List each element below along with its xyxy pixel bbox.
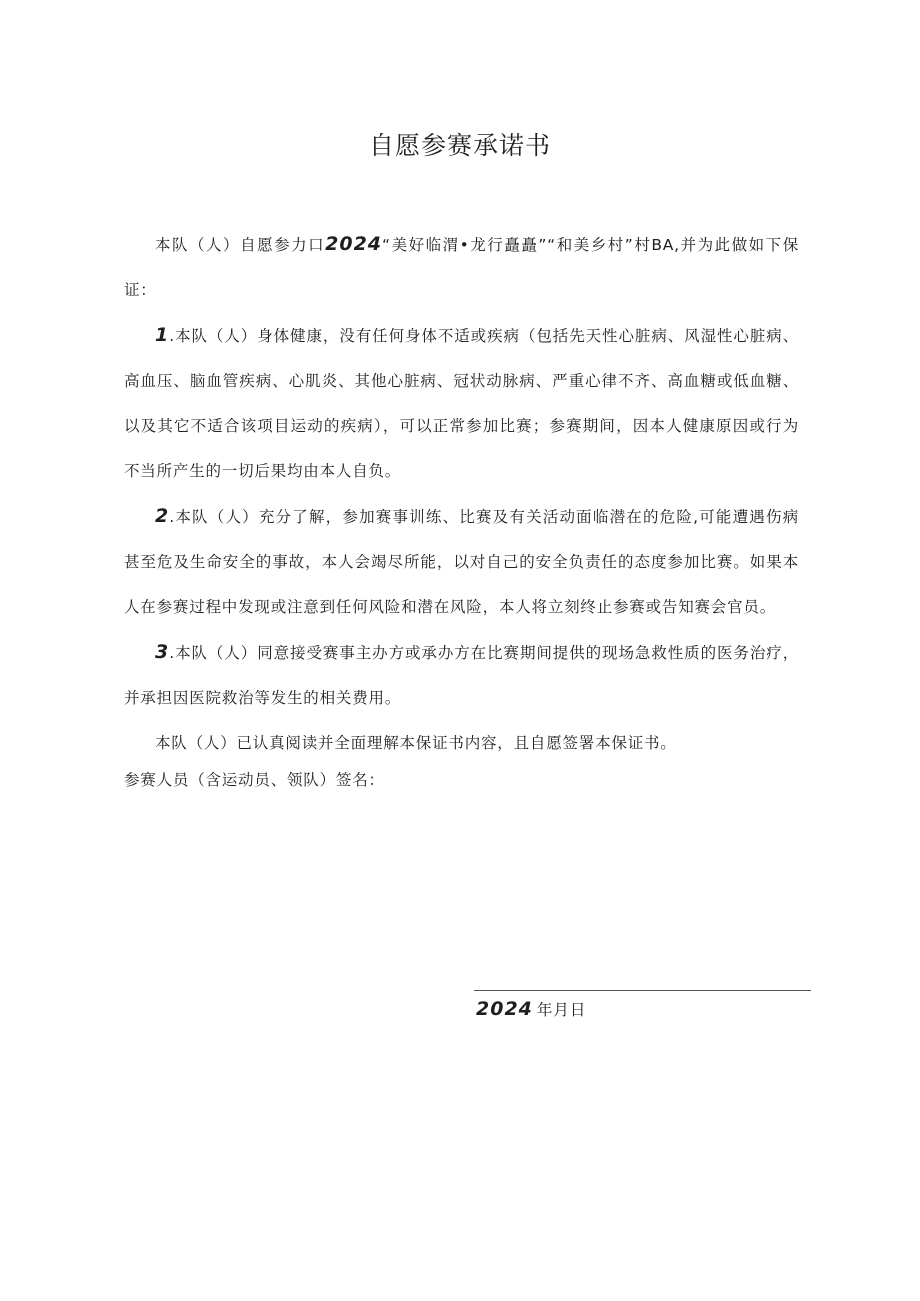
intro-suffix: “美好临渭•龙行矗矗”“和美乡村”村BA,并为此做如下保证： <box>124 236 799 299</box>
declaration-paragraph: 本队（人）已认真阅读并全面理解本保证书内容，且自愿签署本保证书。 <box>155 734 677 752</box>
clause-number: 3 <box>155 641 170 663</box>
clause-number: 2 <box>155 505 170 527</box>
intro-paragraph <box>124 222 799 313</box>
signature-label: 参赛人员（含运动员、领队）签名： <box>124 771 385 789</box>
signature-date <box>476 998 586 1020</box>
intro-prefix: 本队（人）自愿参力口 <box>155 236 326 254</box>
clause-text: .本队（人）同意接受赛事主办方或承办方在比赛期间提供的现场急救性质的医务治疗，并承担因医院救治等发生的相关费用。 <box>124 644 799 707</box>
clause-text: .本队（人）身体健康，没有任何身体不适或疾病（包括先天性心脏病、风湿性心脏病、高血压、脑血管疾病、心肌炎、其他心脏病、冠状动脉病、严重心律不齐、高血糖或低血糖、以及其它不适合该项目运动的疾病），可以正常参加比赛；参赛期间，因本人健康原因或行为不当所产生的一切后果均由本人自负。 <box>124 327 799 480</box>
document-title: 自愿参赛承诺书 <box>368 131 551 160</box>
clause-text: .本队（人）充分了解，参加赛事训练、比赛及有关活动面临潜在的危险,可能遭遇伤病甚至危及生命安全的事故，本人会竭尽所能，以对自己的安全负责任的态度参加比赛。如果本人在参赛过程中发现或注意到任何风险和潜在风险，本人将立刻终止参赛或告知赛会官员。 <box>124 508 799 616</box>
date-suffix: 年月日 <box>536 1001 587 1019</box>
document-body <box>124 222 799 803</box>
clause-number: 1 <box>155 324 170 346</box>
date-year: 2024 <box>476 998 533 1020</box>
intro-year: 2024 <box>325 233 383 255</box>
clause-1 <box>124 313 799 494</box>
clause-3 <box>124 630 799 721</box>
signature-line[interactable] <box>474 990 811 991</box>
clause-2 <box>124 494 799 630</box>
